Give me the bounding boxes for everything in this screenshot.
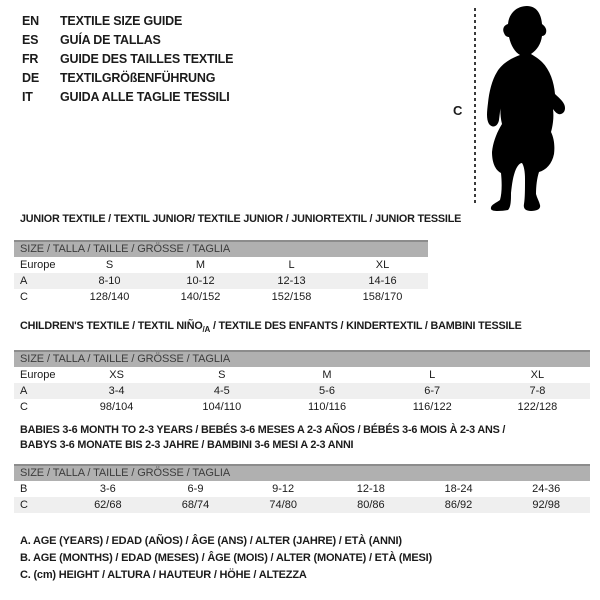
size-value: M (195, 259, 206, 271)
table-row (14, 481, 590, 497)
size-value: 62/68 (94, 499, 122, 511)
row-label: A (20, 385, 28, 398)
table-title-text: CHILDREN'S TEXTILE / TEXTIL NIÑO (20, 320, 203, 332)
row-label: Europe (20, 259, 56, 271)
table-row (14, 289, 428, 305)
size-value: 4-5 (213, 385, 230, 398)
size-value: 12-18 (356, 483, 385, 495)
legend-notes (20, 533, 432, 584)
size-header-band: SIZE / TALLA / TAILLE / GRÖSSE / TAGLIA (14, 464, 590, 481)
size-value: 18-24 (444, 483, 473, 495)
size-value: 6-7 (424, 385, 441, 398)
row-label: C (20, 401, 28, 414)
size-value: L (288, 259, 295, 271)
size-value: 24-36 (532, 483, 561, 495)
table-title-text: BABYS 3-6 MONATE BIS 2-3 JAHRE / BAMBINI 3-6 MESI A 2-3 ANNI (20, 439, 354, 451)
row-label: C (20, 499, 28, 511)
size-value: 86/92 (444, 499, 473, 511)
size-value: 14-16 (368, 275, 397, 287)
size-value: 3-6 (99, 483, 116, 495)
language-code: DE (22, 70, 39, 85)
size-value: XL (530, 369, 545, 382)
table-title-text: /A (202, 325, 211, 335)
size-value: 92/98 (532, 499, 560, 511)
language-label: TEXTILGRÖßENFÜHRUNG (60, 70, 216, 85)
language-code: FR (22, 51, 39, 66)
height-measure-label: C (453, 103, 463, 118)
table-row (14, 367, 590, 383)
legend-note: A. AGE (YEARS) / EDAD (AÑOS) / ÂGE (ANS) / ALTER (JAHRE) / ETÀ (ANNI) (20, 535, 402, 547)
size-value: 8-10 (98, 275, 121, 287)
language-label: GUÍA DE TALLAS (60, 32, 161, 47)
size-table (14, 350, 590, 415)
size-value: 98/104 (99, 401, 134, 414)
size-table (14, 240, 428, 305)
language-label: GUIDA ALLE TAGLIE TESSILI (60, 89, 230, 104)
table-title (20, 423, 590, 453)
language-row (22, 49, 233, 68)
size-value: 104/110 (202, 401, 242, 414)
language-code: EN (22, 13, 39, 28)
table-title (20, 319, 590, 337)
height-measure-dotted-line (474, 8, 476, 206)
size-header-band: SIZE / TALLA / TAILLE / GRÖSSE / TAGLIA (14, 240, 428, 257)
size-value: 68/74 (181, 499, 210, 511)
row-label: A (20, 275, 28, 287)
table-row (14, 497, 590, 513)
size-value: 140/152 (180, 291, 221, 303)
size-value: L (429, 369, 436, 382)
size-value: 152/158 (271, 291, 312, 303)
legend-note: B. AGE (MONTHS) / EDAD (MESES) / ÂGE (MOIS) / ALTER (MONATE) / ETÀ (MESI) (20, 552, 432, 564)
table-title (20, 212, 462, 227)
table-row (14, 257, 428, 273)
size-value: XL (375, 259, 390, 271)
size-value: XS (109, 369, 124, 382)
size-value: 9-12 (272, 483, 295, 495)
size-value: 6-9 (187, 483, 204, 495)
legend-note: C. (cm) HEIGHT / ALTURA / HAUTEUR / HÖHE / ALTEZZA (20, 569, 307, 581)
size-value: M (322, 369, 332, 382)
row-label: Europe (20, 369, 56, 382)
table-row (14, 399, 590, 415)
size-value: 128/140 (89, 291, 130, 303)
table-row (14, 383, 590, 399)
language-code: IT (22, 89, 33, 104)
size-value: 10-12 (186, 275, 215, 287)
language-label: TEXTILE SIZE GUIDE (60, 13, 183, 28)
size-value: S (105, 259, 114, 271)
language-list (22, 11, 233, 106)
table-title-text: JUNIOR TEXTILE / TEXTIL JUNIOR/ TEXTILE JUNIOR / JUNIORTEXTIL / JUNIOR TESSILE (20, 213, 462, 225)
language-row (22, 87, 233, 106)
size-value: 5-6 (319, 385, 335, 398)
size-value: S (218, 369, 226, 382)
size-header-band: SIZE / TALLA / TAILLE / GRÖSSE / TAGLIA (14, 350, 590, 367)
babies-textile-section (14, 423, 590, 513)
language-row (22, 68, 233, 87)
size-value: 7-8 (529, 385, 546, 398)
size-value: 158/170 (362, 291, 403, 303)
size-value: 80/86 (357, 499, 385, 511)
language-label: GUIDE DES TAILLES TEXTILE (60, 51, 234, 66)
size-table (14, 464, 590, 513)
table-title-text: / TEXTILE DES ENFANTS / KINDERTEXTIL / BAMBINI TESSILE (210, 320, 522, 332)
language-row (22, 11, 233, 30)
childrens-textile-section (14, 319, 590, 415)
junior-textile-section (14, 212, 462, 305)
row-label: C (20, 291, 28, 303)
size-value: 3-4 (108, 385, 125, 398)
row-label: B (20, 483, 28, 495)
table-title-text: BABIES 3-6 MONTH TO 2-3 YEARS / BEBÉS 3-6 MESES A 2-3 AÑOS / BÉBÉS 3-6 MOIS À 2-3 ANS / (20, 424, 506, 436)
baby-silhouette-icon (486, 4, 588, 212)
size-value: 74/80 (269, 499, 297, 511)
size-value: 116/122 (412, 401, 452, 414)
table-row (14, 273, 428, 289)
language-row (22, 30, 233, 49)
size-value: 122/128 (517, 401, 558, 414)
size-value: 12-13 (277, 275, 306, 287)
size-value: 110/116 (307, 401, 347, 414)
language-code: ES (22, 32, 39, 47)
